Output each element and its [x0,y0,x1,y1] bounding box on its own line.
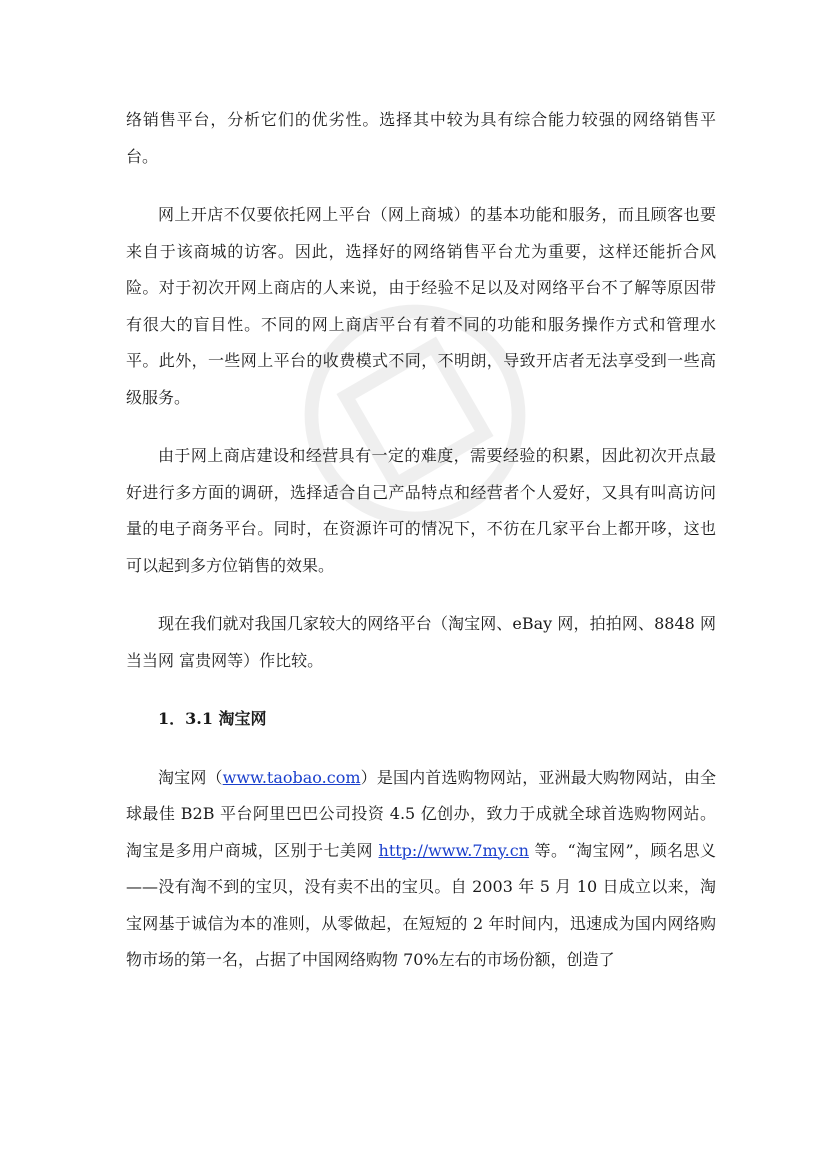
paragraph-5-part3: 等。“淘宝网”，顾名思义——没有淘不到的宝贝，没有卖不出的宝贝。自 2003 年 5 月 10 日成立以来，淘宝网基于诚信为本的准则，从零做起，在短短的 2 年时间内，迅速成为国内网络购物市场的第一名，占据了中国网络购物 70%左右的市场份额，创造了 [126,840,716,969]
paragraph-4: 现在我们就对我国几家较大的网络平台（淘宝网、eBay 网，拍拍网、8848 网 当当网 富贵网等）作比较。 [126,614,716,670]
section-heading: 1．3.1 淘宝网 [158,709,267,728]
paragraph-3: 由于网上商店建设和经营具有一定的难度，需要经验的积累，因此初次开点最好进行多方面的调研，选择适合自己产品特点和经营者个人爱好，又具有叫高访问量的电子商务平台。同时，在资源许可的情况下，不彷在几家平台上都开哆，这也可以起到多方位销售的效果。 [126,446,716,575]
document-body [126,102,716,1001]
7my-link[interactable]: http://www.7my.cn [378,840,529,860]
paragraph-5-part2: ）是国内首选购物网站，亚洲最大购物网站，由全球最佳 B2B 平台阿里巴巴公司投资 4.5 亿创办，致力于成就全球首选购物网站。淘宝是多用户商城，区别于七美网 [126,767,716,860]
taobao-link[interactable]: www.taobao.com [222,767,361,787]
paragraph-2: 网上开店不仅要依托网上平台（网上商城）的基本功能和服务，而且顾客也要来自于该商城的访客。因此，选择好的网络销售平台尤为重要，这样还能折合风险。对于初次开网上商店的人来说，由于经验不足以及对网络平台不了解等原因带有很大的盲目性。不同的网上商店平台有着不同的功能和服务操作方式和管理水平。此外，一些网上平台的收费模式不同，不明朗，导致开店者无法享受到一些高级服务。 [126,205,716,407]
paragraph-5-part1: 淘宝网（ [158,767,223,787]
paragraph-5 [126,760,716,979]
paragraph-1: 络销售平台，分析它们的优劣性。选择其中较为具有综合能力较强的网络销售平台。 [126,110,716,166]
